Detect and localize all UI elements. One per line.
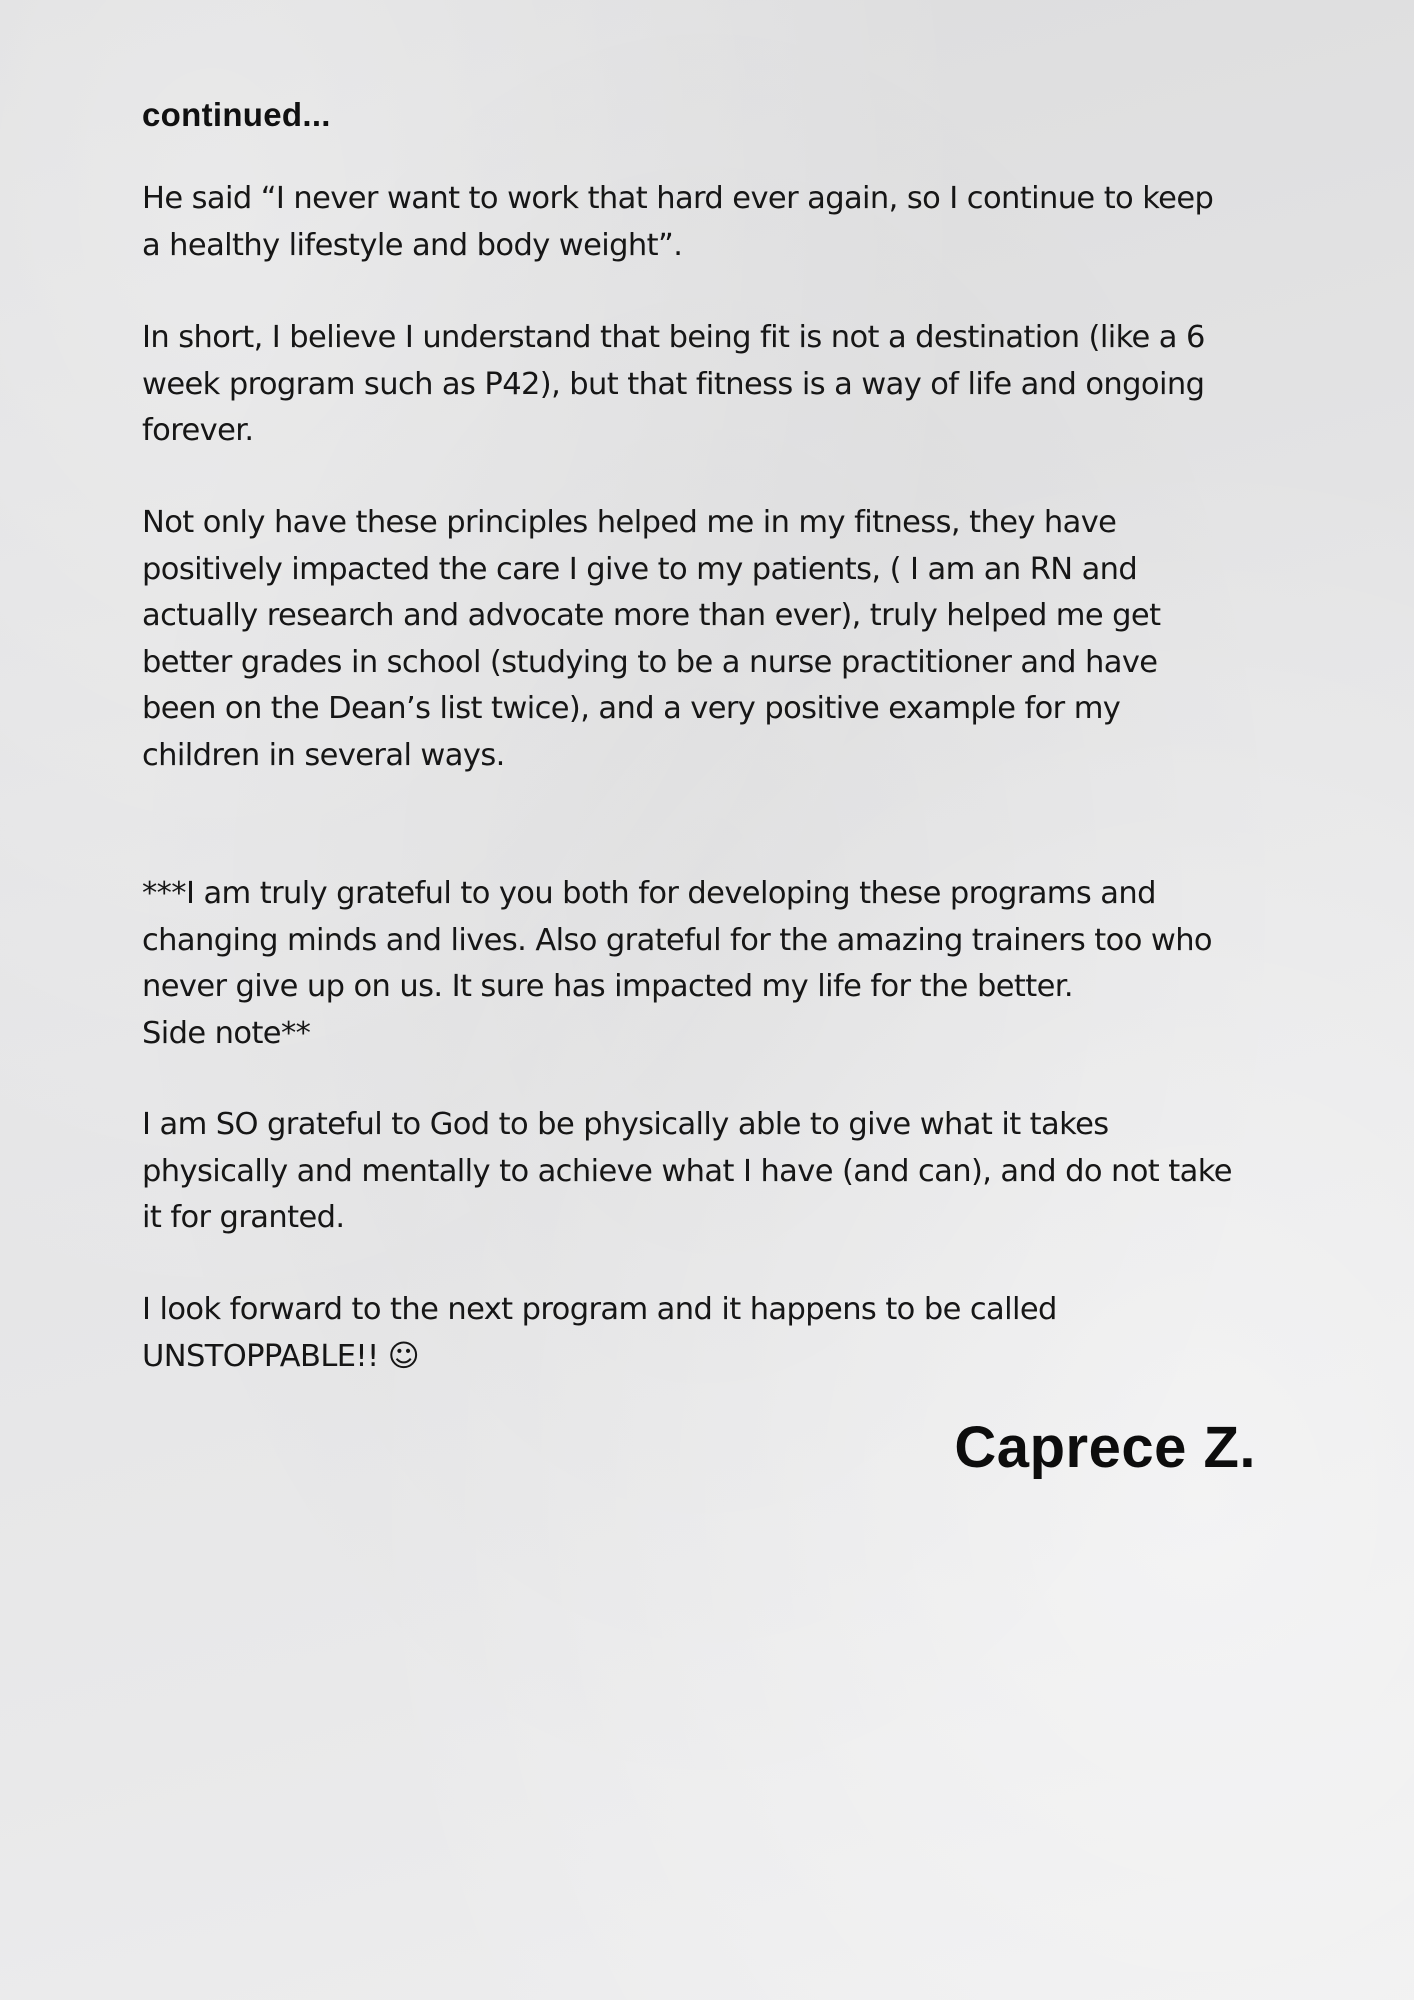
text-line: children in several ways. [142, 737, 505, 773]
text-line: forever. [142, 413, 254, 448]
text-line: been on the Dean’s list twice), and a very positive example for my [142, 691, 1121, 726]
text-line: I am SO grateful to God to be physically able to give what it takes [142, 1107, 1109, 1142]
continued-heading: continued... [142, 96, 331, 133]
paragraph-grateful-to-god [142, 1102, 1292, 1242]
text-line: better grades in school (studying to be a nurse practitioner and have [142, 644, 1158, 680]
text-line: I look forward to the next program and it happens to be called [142, 1292, 1057, 1327]
text-line: never give up on us. It sure has impacted my life for the better. [142, 969, 1073, 1004]
signature-name: Caprece Z. [954, 1415, 1256, 1480]
text-line: Not only have these principles helped me in my fitness, they have [142, 505, 1117, 540]
paragraph-next-program [142, 1287, 1292, 1380]
text-line: it for granted. [142, 1200, 345, 1235]
text-line: physically and mentally to achieve what I have (and can), and do not take [142, 1153, 1232, 1189]
text-line: ***I am truly grateful to you both for developing these programs and [142, 876, 1156, 911]
paragraph-quote [142, 176, 1292, 269]
text-line: UNSTOPPABLE!! ☺ [142, 1338, 419, 1374]
paragraph-principles-impact [142, 500, 1292, 779]
text-line: actually research and advocate more than ever), truly helped me get [142, 598, 1161, 633]
paragraph-fitness-way-of-life [142, 315, 1292, 455]
text-line: He said “I never want to work that hard ever again, so I continue to keep [142, 181, 1214, 216]
text-line: week program such as P42), but that fitness is a way of life and ongoing [142, 366, 1205, 402]
text-line: a healthy lifestyle and body weight”. [142, 227, 683, 263]
text-line: positively impacted the care I give to my patients, ( I am an RN and [142, 551, 1138, 587]
text-line: changing minds and lives. Also grateful for the amazing trainers too who [142, 922, 1212, 958]
text-line: Side note** [142, 1015, 311, 1051]
paragraph-gratitude [142, 871, 1292, 1057]
text-line: In short, I believe I understand that being fit is not a destination (like a 6 [142, 320, 1205, 355]
